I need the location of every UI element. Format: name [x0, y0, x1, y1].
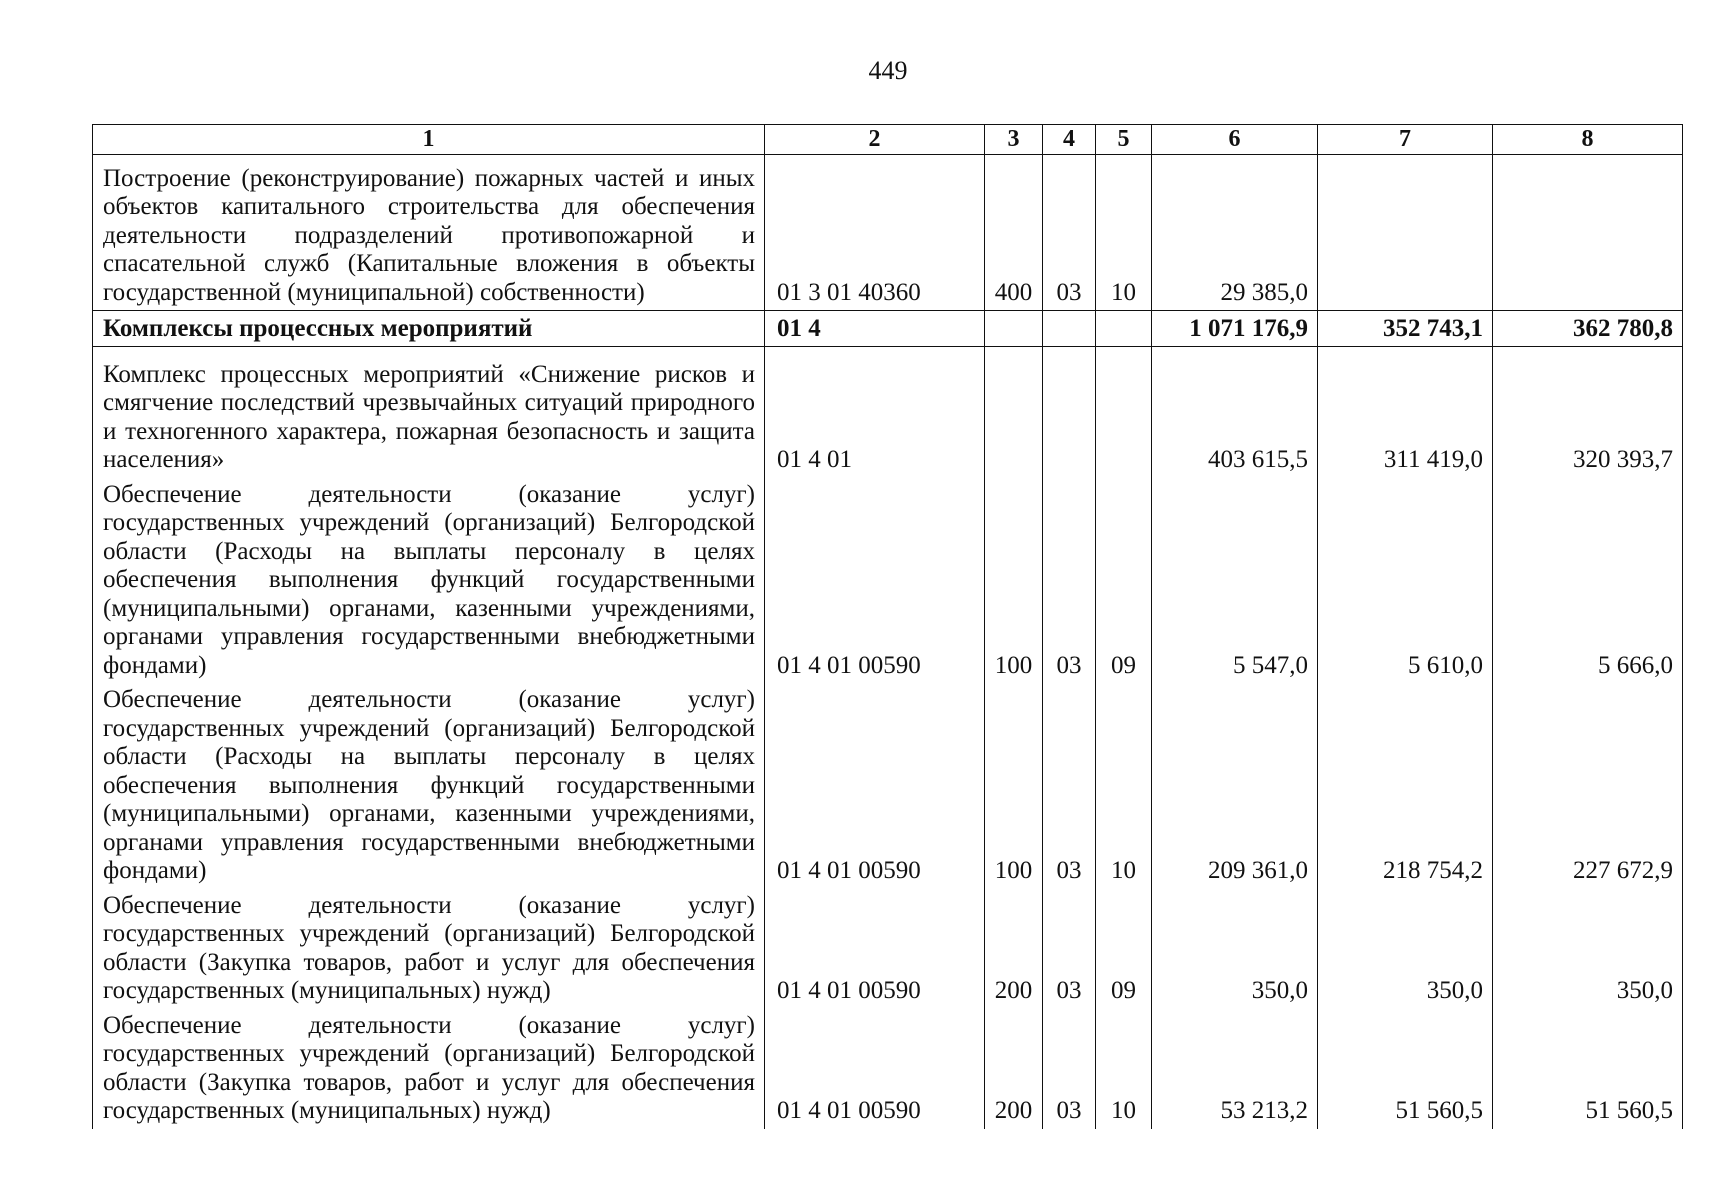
column-header: 3	[985, 125, 1043, 155]
budget-table	[92, 124, 1683, 1129]
row-description: Обеспечение деятельности (оказание услуг) государственных учреждений (организаций) Белгородской области (Расходы на выплаты персоналу в целях обеспечения выполнения функций государственными (муниципальными) органами, казенными учреждениями, органами управления государственными внебюджетными фондами)	[93, 478, 765, 684]
row-description: Комплекс процессных мероприятий «Снижение рисков и смягчение последствий чрезвычайных ситуаций природного и техногенного характера, пожарная безопасность и защита населения»	[93, 346, 765, 478]
row-code: 01 4 01 00590	[765, 683, 985, 889]
row-col4	[1043, 311, 1096, 347]
row-col4	[1043, 346, 1096, 478]
header-row	[93, 125, 1683, 155]
row-col7: 350,0	[1318, 889, 1493, 1009]
row-col8: 362 780,8	[1493, 311, 1683, 347]
row-col7: 218 754,2	[1318, 683, 1493, 889]
row-col3: 400	[985, 154, 1043, 311]
row-col6: 1 071 176,9	[1152, 311, 1318, 347]
row-col5: 09	[1096, 889, 1152, 1009]
table-row	[93, 478, 1683, 684]
row-col6: 5 547,0	[1152, 478, 1318, 684]
column-header: 7	[1318, 125, 1493, 155]
column-header: 1	[93, 125, 765, 155]
column-header: 4	[1043, 125, 1096, 155]
row-col7: 5 610,0	[1318, 478, 1493, 684]
row-col4: 03	[1043, 1009, 1096, 1129]
row-col5: 10	[1096, 683, 1152, 889]
row-col6: 350,0	[1152, 889, 1318, 1009]
row-code: 01 4 01 00590	[765, 1009, 985, 1129]
row-col4: 03	[1043, 889, 1096, 1009]
row-col7	[1318, 154, 1493, 311]
row-col3: 200	[985, 1009, 1043, 1129]
row-description: Обеспечение деятельности (оказание услуг) государственных учреждений (организаций) Белгородской области (Закупка товаров, работ и услуг для обеспечения государственных (муниципальных) нужд)	[93, 1009, 765, 1129]
row-col5	[1096, 346, 1152, 478]
row-code: 01 3 01 40360	[765, 154, 985, 311]
row-col8	[1493, 154, 1683, 311]
row-col3: 200	[985, 889, 1043, 1009]
row-col8: 5 666,0	[1493, 478, 1683, 684]
row-col3: 100	[985, 478, 1043, 684]
row-col7: 352 743,1	[1318, 311, 1493, 347]
table-row	[93, 683, 1683, 889]
row-col3: 100	[985, 683, 1043, 889]
row-description: Обеспечение деятельности (оказание услуг) государственных учреждений (организаций) Белгородской области (Расходы на выплаты персоналу в целях обеспечения выполнения функций государственными (муниципальными) органами, казенными учреждениями, органами управления государственными внебюджетными фондами)	[93, 683, 765, 889]
row-col6: 53 213,2	[1152, 1009, 1318, 1129]
table-row	[93, 889, 1683, 1009]
row-code: 01 4	[765, 311, 985, 347]
row-col6: 209 361,0	[1152, 683, 1318, 889]
row-col6: 29 385,0	[1152, 154, 1318, 311]
row-col5: 09	[1096, 478, 1152, 684]
row-col6: 403 615,5	[1152, 346, 1318, 478]
row-col5: 10	[1096, 1009, 1152, 1129]
row-description: Построение (реконструирование) пожарных частей и иных объектов капитального строительства для обеспечения деятельности подразделений противопожарной и спасательной служб (Капитальные вложения в объекты государственной (муниципальной) собственности)	[93, 154, 765, 311]
row-code: 01 4 01 00590	[765, 889, 985, 1009]
row-col5	[1096, 311, 1152, 347]
row-col8: 227 672,9	[1493, 683, 1683, 889]
row-code: 01 4 01 00590	[765, 478, 985, 684]
row-col5: 10	[1096, 154, 1152, 311]
row-description: Обеспечение деятельности (оказание услуг) государственных учреждений (организаций) Белгородской области (Закупка товаров, работ и услуг для обеспечения государственных (муниципальных) нужд)	[93, 889, 765, 1009]
table-row	[93, 311, 1683, 347]
row-col8: 350,0	[1493, 889, 1683, 1009]
row-col8: 51 560,5	[1493, 1009, 1683, 1129]
row-code: 01 4 01	[765, 346, 985, 478]
row-col4: 03	[1043, 478, 1096, 684]
table-row	[93, 154, 1683, 311]
table-row	[93, 1009, 1683, 1129]
row-col4: 03	[1043, 683, 1096, 889]
column-header: 2	[765, 125, 985, 155]
column-header: 8	[1493, 125, 1683, 155]
column-header: 6	[1152, 125, 1318, 155]
column-header: 5	[1096, 125, 1152, 155]
row-col3	[985, 311, 1043, 347]
row-col7: 311 419,0	[1318, 346, 1493, 478]
row-description: Комплексы процессных мероприятий	[93, 311, 765, 347]
row-col7: 51 560,5	[1318, 1009, 1493, 1129]
row-col8: 320 393,7	[1493, 346, 1683, 478]
row-col4: 03	[1043, 154, 1096, 311]
table-row	[93, 346, 1683, 478]
page-number: 449	[868, 56, 908, 85]
row-col3	[985, 346, 1043, 478]
